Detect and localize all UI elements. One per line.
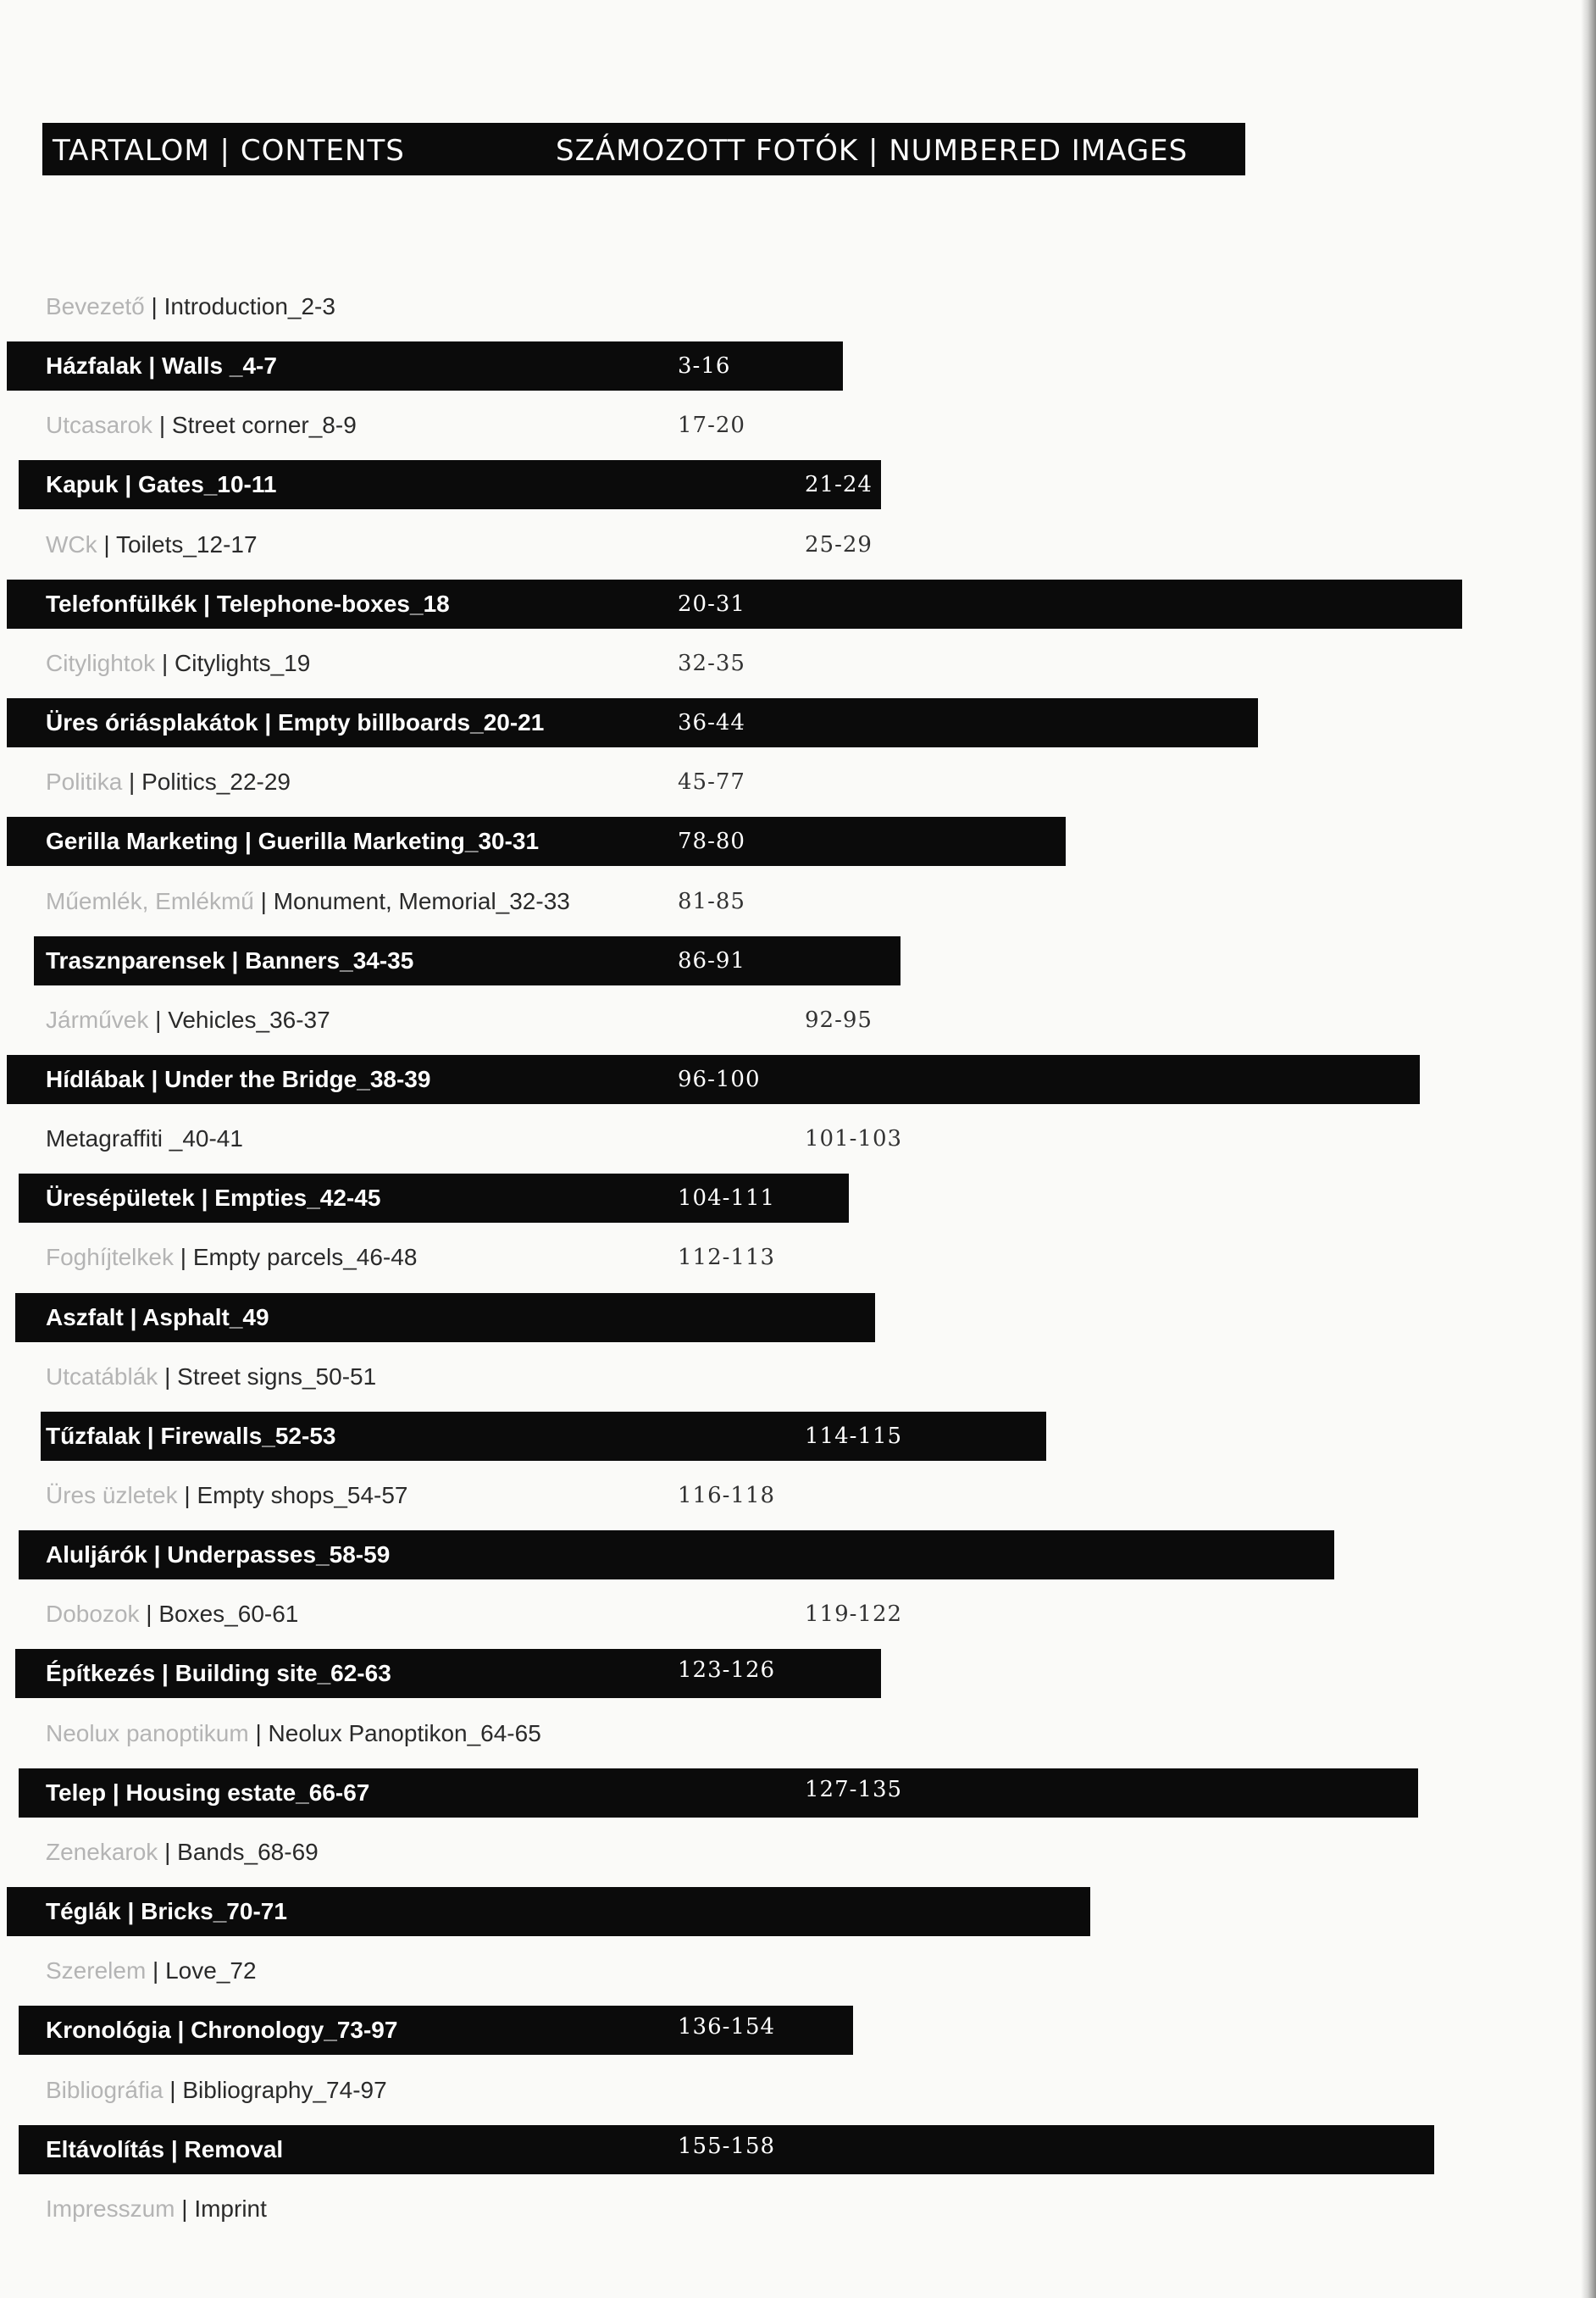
- toc-entry-title: [46, 460, 276, 509]
- toc-entry-title: [46, 1768, 369, 1818]
- toc-entry-separator: |: [224, 947, 246, 974]
- toc-entry-title: [46, 817, 539, 866]
- toc-entry-image-numbers: 104-111: [678, 1185, 776, 1211]
- toc-row: [0, 1828, 1576, 1877]
- toc-entry-image-numbers: 114-115: [805, 1424, 903, 1449]
- toc-entry-separator: |: [148, 1007, 169, 1033]
- toc-row: [0, 1055, 1576, 1104]
- toc-entry-english: Boxes_60-61: [158, 1601, 299, 1627]
- toc-row: [0, 1174, 1576, 1223]
- toc-entry-title: [46, 2125, 283, 2174]
- toc-entry-image-numbers: 32-35: [678, 651, 745, 676]
- toc-entry-separator: |: [97, 531, 116, 558]
- toc-entry-title: [46, 2066, 387, 2115]
- toc-entry-image-numbers: 136-154: [678, 2014, 776, 2040]
- toc-entry-hungarian: Bibliográfia: [46, 2077, 163, 2103]
- toc-entry-hungarian: Utcatáblák: [46, 1363, 158, 1390]
- toc-entry-separator: |: [152, 412, 172, 438]
- toc-entry-image-numbers: 101-103: [805, 1126, 903, 1152]
- toc-entry-separator: |: [170, 2017, 191, 2043]
- contents-heading: TARTALOM | CONTENTS: [53, 134, 405, 168]
- toc-entry-separator: |: [139, 1601, 159, 1627]
- toc-entry-hungarian: Utcasarok: [46, 412, 153, 438]
- toc-entry-english: Under the Bridge_38-39: [164, 1066, 431, 1092]
- toc-entry-english: Toilets_12-17: [115, 531, 258, 558]
- toc-entry-title: [46, 996, 330, 1045]
- toc-entry-title: [46, 2006, 397, 2055]
- toc-entry-title: [46, 698, 544, 747]
- toc-entry-separator: |: [144, 1066, 165, 1092]
- toc-entry-english: Empties_42-45: [214, 1185, 381, 1211]
- toc-entry-separator: |: [173, 1244, 193, 1270]
- toc-entry-separator: |: [144, 293, 164, 319]
- toc-entry-hungarian: Neolux panoptikum: [46, 1720, 249, 1746]
- toc-entry-separator: |: [141, 1423, 161, 1449]
- toc-entry-image-numbers: 119-122: [805, 1601, 903, 1627]
- toc-entry-english: Metagraffiti _40-41: [46, 1125, 243, 1152]
- toc-entry-title: [46, 1233, 417, 1282]
- toc-entry-separator: |: [197, 591, 217, 617]
- toc-entry-english: Citylights_19: [175, 650, 311, 676]
- toc-entry-hungarian: WCk: [46, 531, 97, 558]
- toc-entry-image-numbers: 78-80: [678, 829, 745, 854]
- toc-row: [0, 639, 1576, 688]
- toc-entry-title: [46, 1530, 390, 1579]
- toc-entry-english: Monument, Memorial_32-33: [273, 888, 570, 914]
- toc-entry-separator: |: [175, 2195, 195, 2222]
- toc-entry-title: [46, 1471, 408, 1520]
- toc-entry-title: [46, 341, 277, 391]
- toc-entry-hungarian: Zenekarok: [46, 1839, 158, 1865]
- toc-entry-title: [46, 877, 570, 926]
- toc-entry-image-numbers: 21-24: [805, 472, 873, 497]
- toc-entry-hungarian: Kapuk: [46, 471, 119, 497]
- toc-row: [0, 877, 1576, 926]
- toc-entry-hungarian: Bevezető: [46, 293, 145, 319]
- toc-row: [0, 1649, 1576, 1698]
- toc-entry-separator: |: [163, 2077, 183, 2103]
- toc-entry-separator: |: [118, 471, 138, 497]
- toc-row: [0, 401, 1576, 450]
- toc-entry-separator: |: [158, 1839, 178, 1865]
- header-bar: [42, 123, 1245, 175]
- toc-entry-hungarian: Dobozok: [46, 1601, 140, 1627]
- toc-entry-separator: |: [158, 1363, 178, 1390]
- toc-entry-hungarian: Üres óriásplakátok: [46, 709, 258, 735]
- toc-entry-english: Bricks_70-71: [141, 1898, 287, 1924]
- toc-entry-title: [46, 758, 291, 807]
- toc-entry-hungarian: Eltávolítás: [46, 2136, 165, 2162]
- toc-entry-title: [46, 936, 413, 985]
- toc-entry-hungarian: Politika: [46, 769, 123, 795]
- toc-entry-hungarian: Aluljárók: [46, 1541, 147, 1568]
- toc-entry-separator: |: [253, 888, 274, 914]
- toc-entry-hungarian: Házfalak: [46, 352, 142, 379]
- toc-entry-english: Housing estate_66-67: [125, 1779, 370, 1806]
- toc-row: [0, 996, 1576, 1045]
- toc-entry-title: [46, 1946, 257, 1995]
- toc-row: [0, 1114, 1576, 1163]
- toc-entry-image-numbers: 17-20: [678, 413, 745, 438]
- toc-row: [0, 1530, 1576, 1579]
- toc-entry-english: Asphalt_49: [142, 1304, 269, 1330]
- toc-entry-english: Guerilla Marketing_30-31: [258, 828, 540, 854]
- toc-entry-title: [46, 1055, 430, 1104]
- toc-entry-hungarian: Trasznparensek: [46, 947, 225, 974]
- toc-entry-english: Building site_62-63: [175, 1660, 391, 1686]
- toc-entry-separator: |: [106, 1779, 126, 1806]
- toc-row: [0, 1352, 1576, 1402]
- toc-entry-english: Gates_10-11: [137, 471, 277, 497]
- toc-entry-separator: |: [155, 650, 175, 676]
- toc-entry-separator: |: [194, 1185, 215, 1211]
- toc-entry-separator: |: [147, 1541, 168, 1568]
- toc-entry-english: Empty billboards_20-21: [277, 709, 545, 735]
- toc-entry-image-numbers: 20-31: [678, 591, 745, 617]
- toc-entry-separator: |: [155, 1660, 175, 1686]
- toc-entry-english: Telephone-boxes_18: [216, 591, 450, 617]
- toc-row: [0, 580, 1576, 629]
- toc-row: [0, 1590, 1576, 1639]
- toc-entry-image-numbers: 36-44: [678, 710, 745, 735]
- toc-row: [0, 1233, 1576, 1282]
- page-binding-edge: [1581, 0, 1596, 2298]
- toc-entry-title: [46, 1590, 298, 1639]
- toc-row: [0, 817, 1576, 866]
- toc-entry-hungarian: Téglák: [46, 1898, 121, 1924]
- toc-entry-separator: |: [146, 1957, 166, 1984]
- toc-entry-title: [46, 1649, 391, 1698]
- toc-entry-hungarian: Műemlék, Emlékmű: [46, 888, 254, 914]
- toc-entry-hungarian: Járművek: [46, 1007, 149, 1033]
- toc-entry-title: [46, 580, 450, 629]
- toc-entry-title: [46, 1828, 319, 1877]
- toc-row: [0, 2006, 1576, 2055]
- toc-entry-title: [46, 1293, 269, 1342]
- toc-entry-image-numbers: 116-118: [678, 1483, 776, 1508]
- toc-row: [0, 758, 1576, 807]
- toc-entry-hungarian: Kronológia: [46, 2017, 171, 2043]
- toc-entry-english: Underpasses_58-59: [167, 1541, 391, 1568]
- toc-entry-image-numbers: 81-85: [678, 889, 745, 914]
- toc-entry-title: [46, 1114, 243, 1163]
- toc-entry-hungarian: Gerilla Marketing: [46, 828, 239, 854]
- toc-entry-english: Neolux Panoptikon_64-65: [268, 1720, 541, 1746]
- toc-entry-hungarian: Hídlábak: [46, 1066, 145, 1092]
- toc-entry-title: [46, 282, 335, 331]
- toc-row: [0, 520, 1576, 569]
- toc-entry-title: [46, 1352, 376, 1402]
- toc-entry-english: Empty shops_54-57: [197, 1482, 408, 1508]
- toc-entry-title: [46, 1174, 380, 1223]
- toc-entry-image-numbers: 45-77: [678, 769, 745, 795]
- toc-row: [0, 1768, 1576, 1818]
- toc-entry-title: [46, 1709, 541, 1758]
- toc-entry-separator: |: [258, 709, 278, 735]
- toc-entry-english: Street signs_50-51: [177, 1363, 377, 1390]
- toc-entry-separator: |: [120, 1898, 141, 1924]
- toc-entry-english: Politics_22-29: [141, 769, 291, 795]
- toc-row: [0, 1471, 1576, 1520]
- toc-row: [0, 2125, 1576, 2174]
- toc-entry-image-numbers: 155-158: [678, 2134, 776, 2159]
- toc-entry-separator: |: [141, 352, 163, 379]
- toc-entry-hungarian: Tűzfalak: [46, 1423, 141, 1449]
- toc-entry-hungarian: Építkezés: [46, 1660, 156, 1686]
- toc-row: [0, 936, 1576, 985]
- toc-entry-image-numbers: 86-91: [678, 948, 745, 974]
- toc-row: [0, 460, 1576, 509]
- toc-entry-hungarian: Üresépületek: [46, 1185, 195, 1211]
- toc-entry-image-numbers: 3-16: [678, 353, 731, 379]
- toc-entry-title: [46, 639, 310, 688]
- toc-entry-english: Introduction_2-3: [163, 293, 335, 319]
- toc-entry-english: Bibliography_74-97: [182, 2077, 387, 2103]
- toc-entry-image-numbers: 96-100: [678, 1067, 761, 1092]
- toc-row: [0, 2184, 1576, 2234]
- toc-row: [0, 1887, 1576, 1936]
- toc-entry-english: Vehicles_36-37: [168, 1007, 330, 1033]
- toc-row: [0, 1709, 1576, 1758]
- toc-entry-image-numbers: 123-126: [678, 1657, 776, 1683]
- toc-entry-english: Imprint: [194, 2195, 267, 2222]
- toc-entry-hungarian: Aszfalt: [46, 1304, 124, 1330]
- toc-row: [0, 698, 1576, 747]
- toc-entry-title: [46, 520, 258, 569]
- toc-row: [0, 2066, 1576, 2115]
- toc-entry-title: [46, 401, 357, 450]
- toc-entry-title: [46, 1412, 335, 1461]
- toc-row: [0, 282, 1576, 331]
- toc-row: [0, 1946, 1576, 1995]
- toc-entry-english: Love_72: [165, 1957, 257, 1984]
- toc-entry-english: Banners_34-35: [245, 947, 414, 974]
- toc-entry-english: Empty parcels_46-48: [192, 1244, 418, 1270]
- toc-entry-english: Street corner_8-9: [171, 412, 357, 438]
- toc-row: [0, 341, 1576, 391]
- toc-entry-english: Removal: [184, 2136, 284, 2162]
- toc-entry-image-numbers: 25-29: [805, 532, 873, 558]
- toc-entry-separator: |: [177, 1482, 197, 1508]
- toc-row: [0, 1412, 1576, 1461]
- toc-row: [0, 1293, 1576, 1342]
- toc-entry-separator: |: [123, 1304, 143, 1330]
- toc-entry-english: Chronology_73-97: [191, 2017, 398, 2043]
- toc-entry-image-numbers: 92-95: [805, 1007, 873, 1033]
- toc-entry-hungarian: Impresszum: [46, 2195, 175, 2222]
- toc-entry-separator: |: [122, 769, 142, 795]
- toc-entry-separator: |: [164, 2136, 185, 2162]
- toc-entry-hungarian: Szerelem: [46, 1957, 147, 1984]
- toc-entry-english: Walls _4-7: [162, 352, 277, 379]
- numbered-images-heading: SZÁMOZOTT FOTÓK | NUMBERED IMAGES: [556, 134, 1189, 168]
- toc-entry-hungarian: Üres üzletek: [46, 1482, 178, 1508]
- toc-entry-english: Firewalls_52-53: [160, 1423, 336, 1449]
- toc-entry-image-numbers: 127-135: [805, 1777, 903, 1802]
- toc-entry-hungarian: Foghíjtelkek: [46, 1244, 174, 1270]
- toc-entry-image-numbers: 112-113: [678, 1245, 776, 1270]
- toc-entry-english: Bands_68-69: [177, 1839, 319, 1865]
- toc-entry-title: [46, 1887, 287, 1936]
- toc-entry-separator: |: [238, 828, 258, 854]
- toc-entry-hungarian: Telefonfülkék: [46, 591, 197, 617]
- toc-entry-title: [46, 2184, 267, 2234]
- toc-entry-hungarian: Citylightok: [46, 650, 156, 676]
- toc-entry-hungarian: Telep: [46, 1779, 107, 1806]
- toc-entry-separator: |: [248, 1720, 269, 1746]
